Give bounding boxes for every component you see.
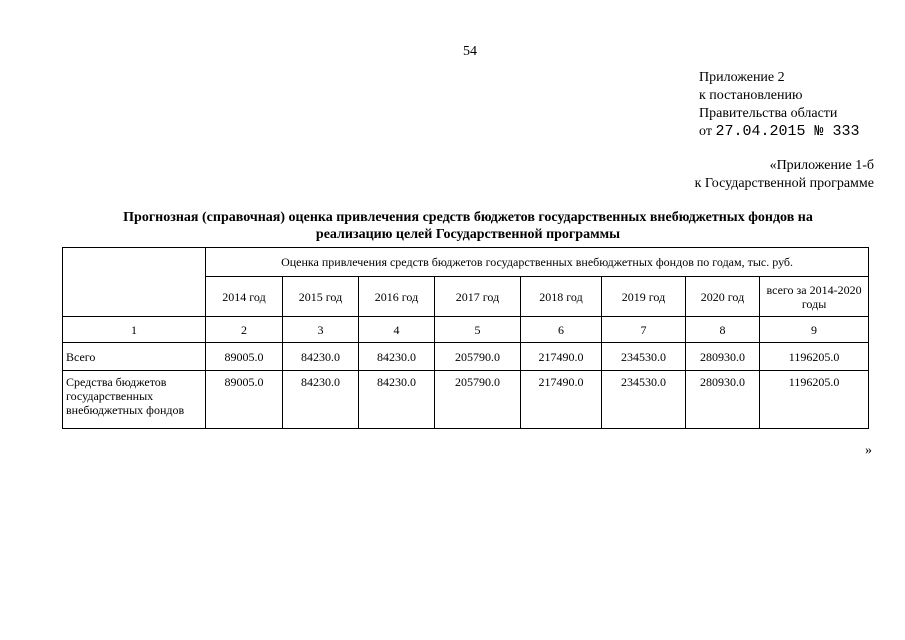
reference-line-2: к Государственной программе [694,176,874,191]
value-cell: 89005.0 [206,371,283,429]
column-number-row [63,317,869,343]
table-row-funds [63,371,869,429]
total-header-cell: всего за 2014-2020 годы [760,277,869,317]
table-row-total [63,343,869,371]
value-cell: 217490.0 [521,371,602,429]
row-label: Всего [63,343,206,371]
column-number-cell: 2 [206,317,283,343]
value-cell: 1196205.0 [760,343,869,371]
year-header-cell: 2020 год [686,277,760,317]
value-cell: 280930.0 [686,343,760,371]
value-cell: 84230.0 [283,343,359,371]
value-cell: 205790.0 [435,371,521,429]
appendix-date-line [699,123,859,141]
column-number-cell: 1 [63,317,206,343]
column-number-cell: 5 [435,317,521,343]
appendix-line-3: Правительства области [699,106,838,121]
appendix-header [699,69,859,141]
document-title [60,209,876,243]
column-number-cell: 3 [283,317,359,343]
value-cell: 205790.0 [435,343,521,371]
value-cell: 217490.0 [521,343,602,371]
year-header-cell: 2015 год [283,277,359,317]
reference-line-1: «Приложение 1-б [769,158,874,173]
column-number-cell: 4 [359,317,435,343]
value-cell: 89005.0 [206,343,283,371]
appendix-date-prefix: от [699,124,712,139]
year-header-cell: 2016 год [359,277,435,317]
column-number-cell: 8 [686,317,760,343]
column-number-cell: 7 [602,317,686,343]
year-header-cell: 2019 год [602,277,686,317]
year-header-cell: 2017 год [435,277,521,317]
value-cell: 280930.0 [686,371,760,429]
value-cell: 234530.0 [602,371,686,429]
title-line-2: реализацию целей Государственной программы [315,227,621,242]
value-cell: 1196205.0 [760,371,869,429]
column-number-cell: 9 [760,317,869,343]
funding-table [62,247,869,429]
column-number-cell: 6 [521,317,602,343]
closing-quote: » [865,443,872,458]
reference-header [695,157,874,193]
appendix-line-1: Приложение 2 [699,70,785,85]
value-cell: 84230.0 [283,371,359,429]
table-header-row [63,248,869,277]
year-header-cell: 2018 год [521,277,602,317]
value-cell: 234530.0 [602,343,686,371]
year-header-cell: 2014 год [206,277,283,317]
row-label: Средства бюджетов государственных внебюджетных фондов [63,371,206,429]
group-header-cell: Оценка привлечения средств бюджетов государственных внебюджетных фондов по годам, тыс. руб. [206,248,869,277]
value-cell: 84230.0 [359,371,435,429]
blank-header-cell [63,248,206,317]
appendix-date-number: 27.04.2015 № 333 [715,123,860,140]
value-cell: 84230.0 [359,343,435,371]
page-number: 54 [463,44,477,59]
title-line-1: Прогнозная (справочная) оценка привлечения средств бюджетов государственных внебюджетных фондов на [123,210,813,225]
appendix-line-2: к постановлению [699,88,803,103]
